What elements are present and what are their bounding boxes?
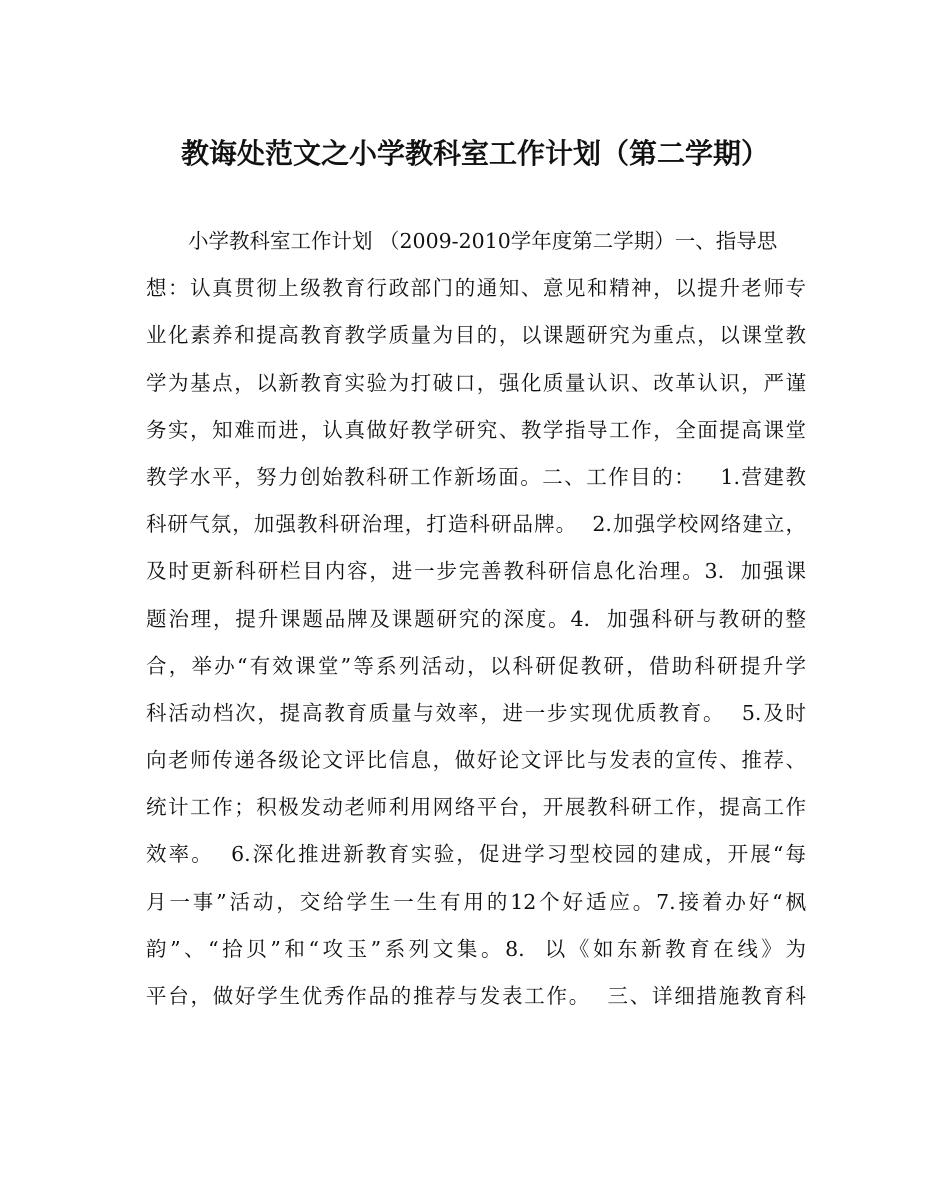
body-line: 及时更新科研栏目内容，进一步完善教科研信息化治理。3. 加强课: [146, 559, 806, 584]
body-line: 学为基点，以新教育实验为打破口，强化质量认识、改革认识，严谨: [146, 370, 806, 395]
body-line: 合，举办“有效课堂”等系列活动，以科研促教研，借助科研提升学: [146, 653, 806, 678]
document-title: 教诲处范文之小学教科室工作计划（第二学期）: [180, 137, 769, 170]
body-line: 韵”、“拾贝”和“攻玉”系列文集。8. 以《如东新教育在线》为: [146, 936, 806, 961]
body-line: 题治理，提升课题品牌及课题研究的深度。4. 加强科研与教研的整: [146, 606, 806, 631]
body-line: 月一事”活动，交给学生一生有用的12个好适应。7.接着办好“枫: [146, 889, 806, 914]
body-line: 平台，做好学生优秀作品的推荐与发表工作。 三、详细措施教育科: [146, 984, 806, 1008]
body-line: 小学教科室工作计划 （2009-2010学年度第二学期）一、指导思: [188, 229, 778, 253]
body-line: 效率。 6.深化推进新教育实验，促进学习型校园的建成，开展“每: [146, 842, 806, 867]
body-line: 统计工作；积极发动老师利用网络平台，开展教科研工作，提高工作: [146, 795, 806, 820]
body-line: 科研气氛，加强教科研治理，打造科研品牌。 2.加强学校网络建立，: [146, 512, 806, 537]
body-line: 教学水平，努力创始教科研工作新场面。二、工作目的： 1.营建教: [146, 464, 806, 489]
body-line: 向老师传递各级论文评比信息，做好论文评比与发表的宣传、推荐、: [146, 748, 806, 773]
body-line: 科活动档次，提高教育质量与效率，进一步实现优质教育。 5.及时: [146, 700, 806, 725]
body-line: 务实，知难而进，认真做好教学研究、教学指导工作，全面提高课堂: [146, 417, 806, 442]
body-line: 想：认真贯彻上级教育行政部门的通知、意见和精神，以提升老师专: [146, 276, 806, 301]
document-body: [146, 218, 806, 1020]
body-line: 业化素养和提高教育教学质量为目的，以课题研究为重点，以课堂教: [146, 323, 806, 348]
